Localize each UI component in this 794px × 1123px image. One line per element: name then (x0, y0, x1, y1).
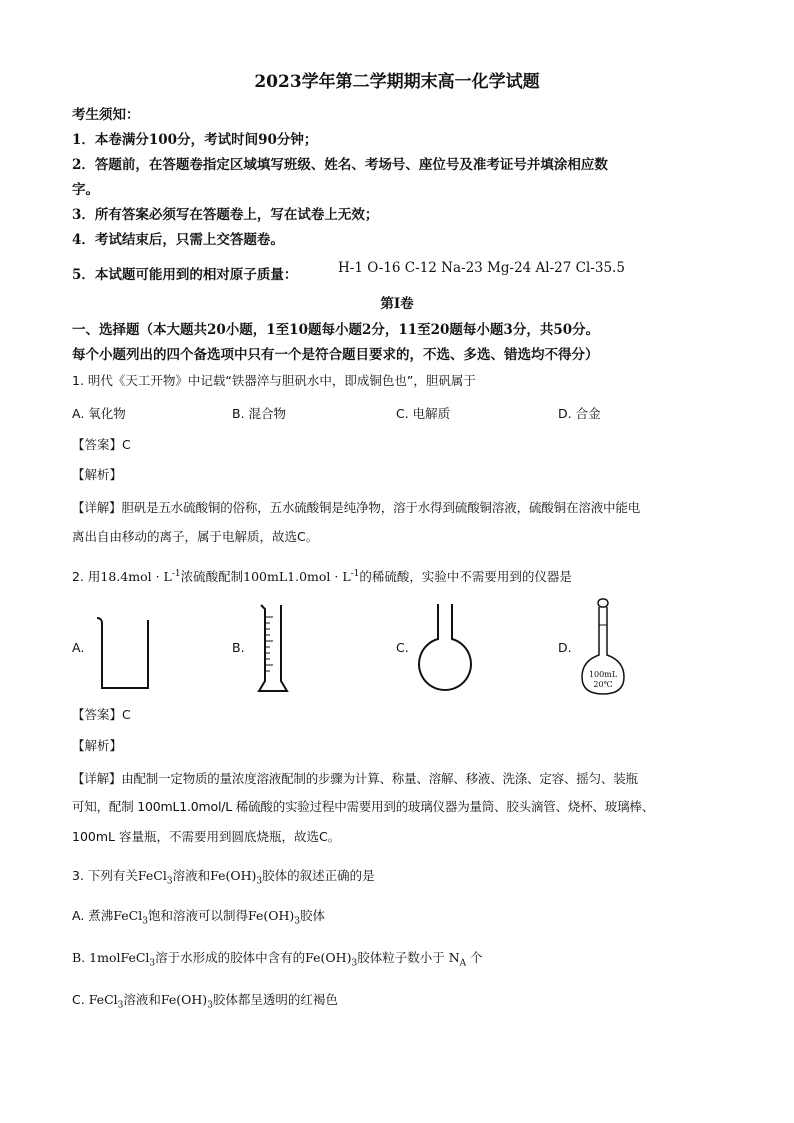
q1-detail-1: 【详解】胆矾是五水硫酸铜的俗称，五水硫酸铜是纯净物，溶于水得到硫酸铜溶液，硫酸铜在溶液中能电 (72, 500, 641, 515)
q1-analysis: 【解析】 (72, 467, 123, 482)
round-bottom-flask-icon (415, 602, 475, 696)
notice-item-3: 3．所有答案必须写在答题卷上，写在试卷上无效； (72, 207, 379, 223)
q1-option-c: C. 电解质 (396, 406, 451, 421)
q2-stem: 2. 用$18.4mol \cdot L^{-1}$浓硫酸配制$100mL1.0mol \cdot L^{-1}$的稀硫酸，实验中不需要用到的仪器是 (72, 569, 572, 585)
atomic-masses: H-1 O-16 C-12 Na-23 Mg-24 Al-27 Cl-35.5 (338, 260, 625, 276)
q3-option-b: B. 1molFeCl$_3$溶于水形成的胶体中含有的$Fe(OH)_3$胶体粒子数小于 $N_A$ 个 (72, 950, 483, 969)
q2-detail-1: 【详解】由配制一定物质的量浓度溶液配制的步骤为计算、称量、溶解、移液、洗涤、定容、摇匀、装瓶 (72, 771, 638, 786)
q1-option-d: D. 合金 (558, 406, 601, 421)
beaker-icon (94, 612, 154, 692)
graduated-cylinder-icon (255, 603, 295, 695)
q2-option-d-label: D. (558, 640, 572, 655)
q3-stem: 3. 下列有关FeCl$_3$溶液和$Fe(OH)_3$胶体的叙述正确的是 (72, 868, 375, 887)
notice-item-5: 5．本试题可能用到的相对原子质量： (72, 267, 298, 283)
q2-detail-2: 可知，配制 100mL1.0mol/L 稀硫酸的实验过程中需要用到的玻璃仪器为量筒、胶头滴管、烧杯、玻璃棒、 (72, 799, 654, 814)
notice-item-4: 4．考试结束后，只需上交答题卷。 (72, 232, 284, 248)
q2-analysis: 【解析】 (72, 738, 123, 753)
q2-option-a-label: A. (72, 640, 85, 655)
q1-option-b: B. 混合物 (232, 406, 287, 421)
section-heading-1: 一、选择题（本大题共20小题，1至10题每小题2分，11至20题每小题3分，共50分。 (72, 322, 600, 338)
q3-option-a: A. 煮沸FeCl$_3$饱和溶液可以制得$Fe(OH)_3$胶体 (72, 908, 326, 927)
notice-item-2: 2．答题前，在答题卷指定区域填写班级、姓名、考场号、座位号及准考证号并填涂相应数 (72, 157, 608, 173)
volume-title: 第Ⅰ卷 (380, 296, 414, 312)
section-heading-2: 每个小题列出的四个备选项中只有一个是符合题目要求的，不选、多选、错选均不得分） (72, 347, 599, 363)
q1-option-a: A. 氧化物 (72, 406, 126, 421)
notice-heading: 考生须知： (72, 107, 140, 123)
page-title: 2023学年第二学期期末高一化学试题 (254, 72, 540, 92)
q2-option-c-label: C. (396, 640, 409, 655)
q3-option-c: C. FeCl$_3$溶液和$Fe(OH)_3$胶体都呈透明的红褐色 (72, 992, 338, 1011)
notice-item-1: 1．本卷满分100分，考试时间90分钟； (72, 132, 318, 148)
q1-detail-2: 离出自由移动的离子，属于电解质，故选C。 (72, 529, 319, 544)
q2-detail-3: 100mL 容量瓶，不需要用到圆底烧瓶，故选C。 (72, 829, 341, 844)
q2-answer: 【答案】C (72, 707, 131, 722)
q2-option-b-label: B. (232, 640, 245, 655)
q1-answer: 【答案】C (72, 437, 131, 452)
q1-stem: 1. 明代《天工开物》中记载“铁器淬与胆矾水中，即成铜色也”，胆矾属于 (72, 373, 476, 388)
notice-item-2-cont: 字。 (72, 182, 99, 198)
flask-label: 100mL 20℃ (588, 670, 618, 689)
